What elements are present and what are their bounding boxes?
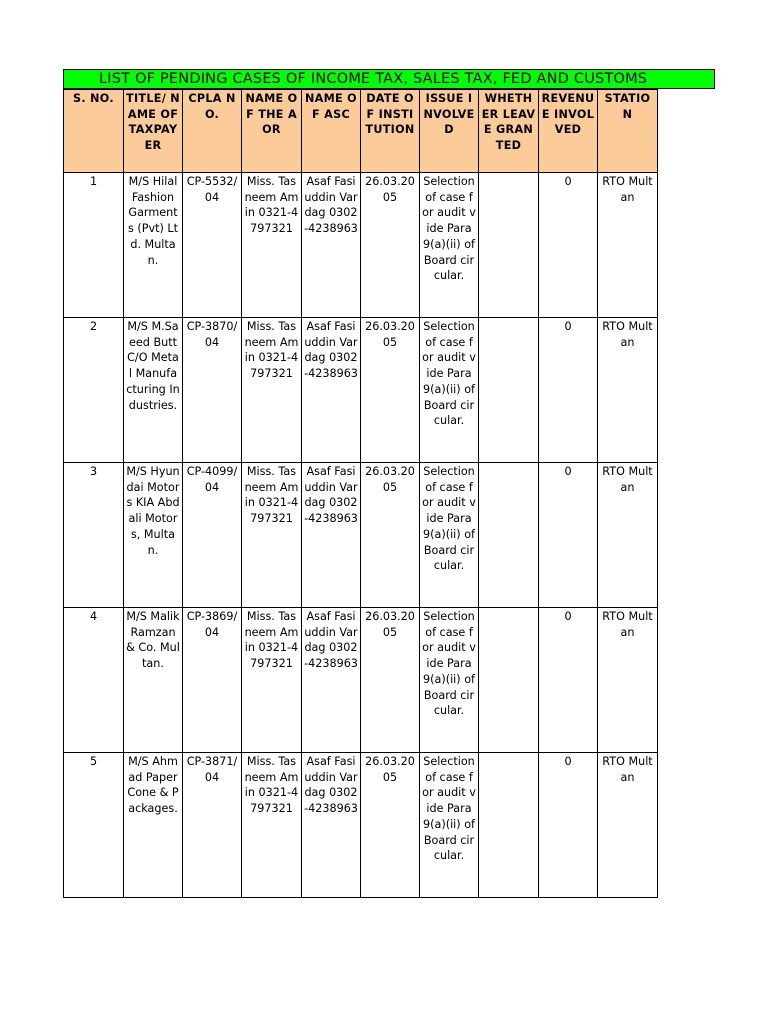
cell-leave <box>479 753 539 898</box>
cell-date: 26.03.2005 <box>361 463 420 608</box>
header-issue: ISSUE INVOLVED <box>420 90 479 173</box>
header-asc: NAME OF ASC <box>302 90 361 173</box>
header-leave: WHETHER LEAVE GRANTED <box>479 90 539 173</box>
cell-station: RTO Multan <box>598 318 658 463</box>
cell-cpla: CP-4099/04 <box>183 463 242 608</box>
cell-aor: Miss. Tasneem Amin 0321-4797321 <box>242 753 302 898</box>
cell-station: RTO Multan <box>598 173 658 318</box>
cell-revenue: 0 <box>539 318 598 463</box>
document-title: LIST OF PENDING CASES OF INCOME TAX, SALES TAX, FED AND CUSTOMS <box>99 71 648 87</box>
cell-station: RTO Multan <box>598 608 658 753</box>
table-row <box>64 173 658 318</box>
cell-sno: 3 <box>64 463 124 608</box>
cell-leave <box>479 173 539 318</box>
cell-date: 26.03.2005 <box>361 173 420 318</box>
cell-aor: Miss. Tasneem Amin 0321-4797321 <box>242 463 302 608</box>
cell-asc: Asaf Fasiuddin Vardag 0302-4238963 <box>302 608 361 753</box>
table-row <box>64 753 658 898</box>
cell-aor: Miss. Tasneem Amin 0321-4797321 <box>242 318 302 463</box>
cell-issue: Selection of case for audit vide Para 9(a)(ii) of Board circular. <box>420 753 479 898</box>
cell-sno: 2 <box>64 318 124 463</box>
cell-issue: Selection of case for audit vide Para 9(a)(ii) of Board circular. <box>420 173 479 318</box>
cell-revenue: 0 <box>539 753 598 898</box>
cell-revenue: 0 <box>539 608 598 753</box>
header-revenue: REVENUE INVOLVED <box>539 90 598 173</box>
cell-asc: Asaf Fasiuddin Vardag 0302-4238963 <box>302 463 361 608</box>
cell-date: 26.03.2005 <box>361 608 420 753</box>
cell-title: M/S Hyundai Motors KIA Abdali Motors, Multan. <box>124 463 183 608</box>
cell-station: RTO Multan <box>598 463 658 608</box>
header-aor: NAME OF THE AOR <box>242 90 302 173</box>
cell-aor: Miss. Tasneem Amin 0321-4797321 <box>242 608 302 753</box>
header-cpla: CPLA NO. <box>183 90 242 173</box>
cell-cpla: CP-3870/04 <box>183 318 242 463</box>
cell-cpla: CP-5532/04 <box>183 173 242 318</box>
cell-title: M/S Hilal Fashion Garments (Pvt) Ltd. Multan. <box>124 173 183 318</box>
cell-cpla: CP-3871/04 <box>183 753 242 898</box>
header-title: TITLE/ NAME OF TAXPAYER <box>124 90 183 173</box>
cell-asc: Asaf Fasiuddin Vardag 0302-4238963 <box>302 173 361 318</box>
cell-revenue: 0 <box>539 463 598 608</box>
cell-asc: Asaf Fasiuddin Vardag 0302-4238963 <box>302 318 361 463</box>
cell-title: M/S Malik Ramzan & Co. Multan. <box>124 608 183 753</box>
cell-leave <box>479 463 539 608</box>
header-station: STATION <box>598 90 658 173</box>
cell-cpla: CP-3869/04 <box>183 608 242 753</box>
cell-sno: 1 <box>64 173 124 318</box>
table-row <box>64 463 658 608</box>
header-date: DATE OF INSTITUTION <box>361 90 420 173</box>
cell-date: 26.03.2005 <box>361 318 420 463</box>
header-sno: S. NO. <box>64 90 124 173</box>
cell-title: M/S M.Saeed Butt C/O Metal Manufacturing Industries. <box>124 318 183 463</box>
cell-leave <box>479 318 539 463</box>
cell-station: RTO Multan <box>598 753 658 898</box>
cell-issue: Selection of case for audit vide Para 9(a)(ii) of Board circular. <box>420 318 479 463</box>
table-row <box>64 318 658 463</box>
cell-leave <box>479 608 539 753</box>
cell-aor: Miss. Tasneem Amin 0321-4797321 <box>242 173 302 318</box>
cell-revenue: 0 <box>539 173 598 318</box>
cell-date: 26.03.2005 <box>361 753 420 898</box>
table-row <box>64 608 658 753</box>
cell-issue: Selection of case for audit vide Para 9(a)(ii) of Board circular. <box>420 608 479 753</box>
cell-asc: Asaf Fasiuddin Vardag 0302-4238963 <box>302 753 361 898</box>
pending-cases-table <box>63 89 658 898</box>
document-title-bar <box>63 69 715 89</box>
header-row <box>64 90 658 173</box>
cell-title: M/S Ahmad Paper Cone & Packages. <box>124 753 183 898</box>
cell-sno: 4 <box>64 608 124 753</box>
cell-sno: 5 <box>64 753 124 898</box>
cell-issue: Selection of case for audit vide Para 9(a)(ii) of Board circular. <box>420 463 479 608</box>
